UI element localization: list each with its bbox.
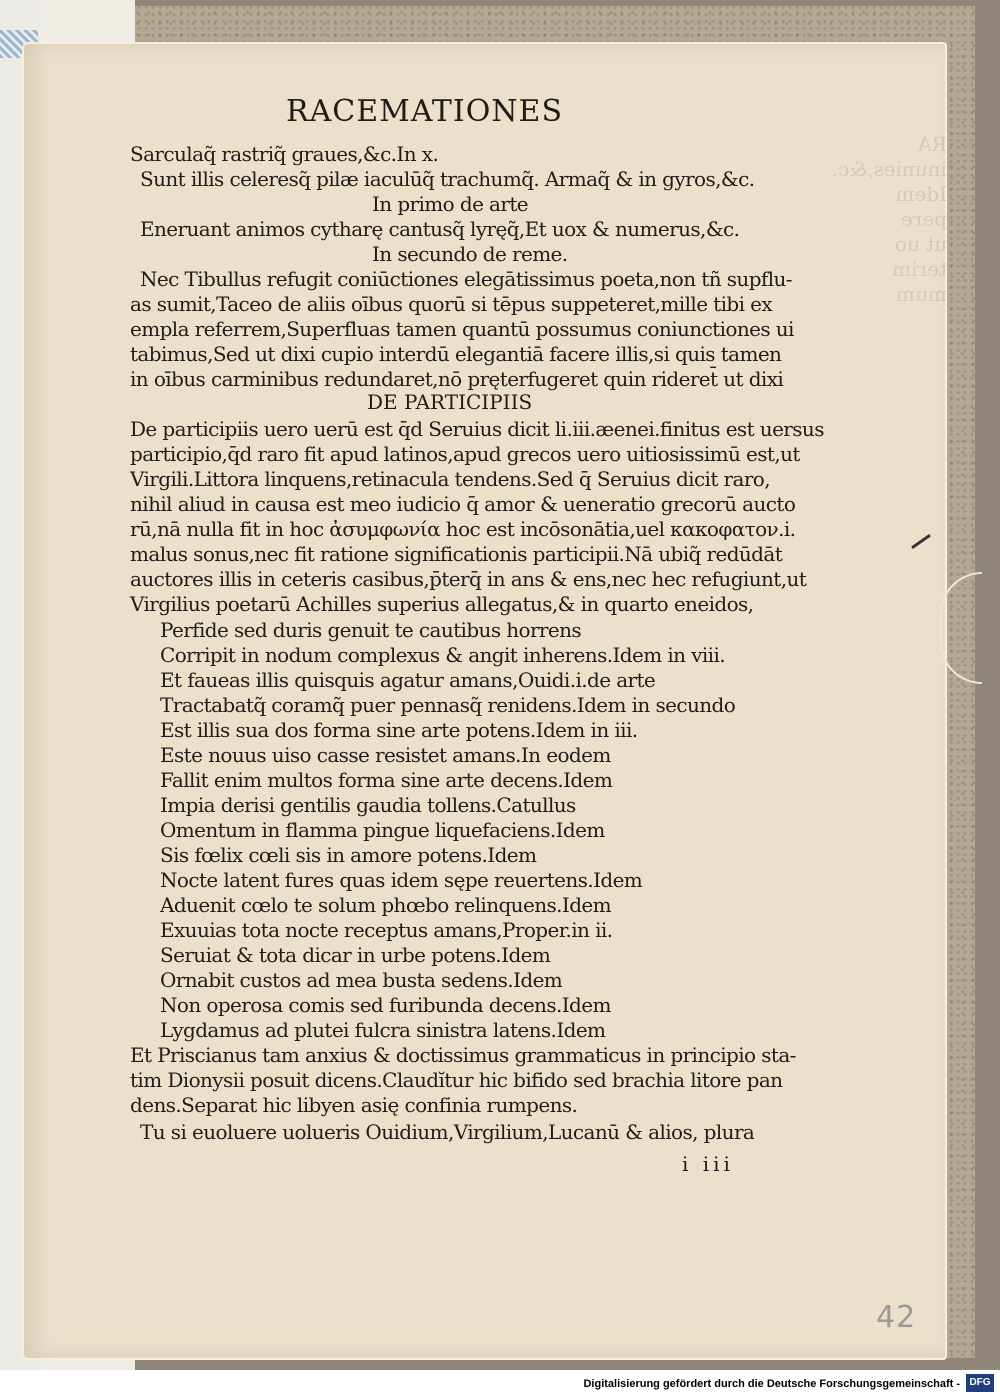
page-title: RACEMATIONES [286,94,564,129]
text-line: Nec Tibullus refugit coniūctiones elegātissimus poeta,non tñ supflu- [140,267,792,291]
verse-line: Et faueas illis quisquis agatur amans,Ouidi.i.de arte [160,668,656,692]
text-line: in oībus carminibus redundaret,nō pręterfugeret quin rideret̄ ut dixi [130,367,784,391]
verse-line: Lygdamus ad plutei fulcra sinistra latens.Idem [160,1018,606,1042]
dfg-logo: DFG [966,1374,994,1392]
folio-number: 42 [876,1300,917,1335]
verse-line: Ornabit custos ad mea busta sedens.Idem [160,968,563,992]
text-line: Sarculaq̃ rastriq̃ graues,&c.In x. [130,142,439,166]
verse-line: Aduenit cœlo te solum phœbo relinquens.Idem [160,893,611,917]
text-line: malus sonus,nec fit ratione significationis participii.Nā ubiq̃ redūdāt [130,542,783,566]
text-line: Tu si euoluere uolueris Ouidium,Virgilium,Lucanū & alios, plura [140,1120,755,1144]
text-line: Eneruant animos cytharę cantusq̃ lyręq̃,Et uox & numerus,&c. [140,217,740,241]
text-line: auctores illis in ceteris casibus,p̄terq̄ in ans & ens,nec hec refugiunt,ut [130,567,807,591]
book-page [22,42,947,1360]
verse-line: Sis fœlix cœli sis in amore potens.Idem [160,843,537,867]
verse-line: Omentum in flamma pingue liquefaciens.Idem [160,818,605,842]
show-through-text: RA inunies,&c. Idem pere ut uo terim mum [831,132,947,306]
verse-line: Fallit enim multos forma sine arte decens.Idem [160,768,613,792]
text-line: dens.Separat hic libyen asię confinia rumpens. [130,1093,578,1117]
text-line: Et Priscianus tam anxius & doctissimus grammaticus in principio sta- [130,1043,796,1067]
text-line: nihil aliud in causa est meo iudicio q̄ amor & ueneratio grecorū aucto [130,492,796,516]
verse-line: Est illis sua dos forma sine arte potens.Idem in iii. [160,718,638,742]
verse-line: Este nouus uiso casse resistet amans.In eodem [160,743,611,767]
text-line: rū,nā nulla fit in hoc ἀσυμφωνία hoc est incōsonātia,uel κακοφατον.i. [130,517,796,541]
text-line: tim Dionysii posuit dicens.Claudĭtur hic bifido sed brachia litore pan [130,1068,783,1092]
footer-credit: Digitalisierung gefördert durch die Deutsche Forschungsgemeinschaft - [583,1378,960,1390]
text-line: tabimus,Sed ut dixi cupio interdū elegantiā facere illis,si quis tamen [130,342,782,366]
verse-line: Nocte latent fures quas idem sępe reuertens.Idem [160,868,643,892]
verse-line: Seruiat & tota dicar in urbe potens.Idem [160,943,551,967]
verse-line: Exuuias tota nocte receptus amans,Proper.in ii. [160,918,613,942]
text-line: Virgilius poetarū Achilles superius allegatus,& in quarto eneidos, [130,592,754,616]
section-heading: DE PARTICIPIIS [367,390,533,414]
verse-line: Tractabatq̃ coramq̃ puer pennasq̃ renidens.Idem in secundo [160,693,736,717]
text-line: Sunt illis celeresq̃ pilæ iaculūq̃ trachumq̃. Armaq̃ & in gyros,&c. [140,167,755,191]
verse-line: Non operosa comis sed furibunda decens.Idem [160,993,611,1017]
verse-line: Perfide sed duris genuit te cautibus horrens [160,618,582,642]
verse-line: Corripit in nodum complexus & angit inherens.Idem in viii. [160,643,726,667]
footer-bar [0,1370,1000,1399]
text-line: Virgili.Littora linquens,retinacula tendens.Sed q̄ Seruius dicit raro, [130,467,770,491]
text-line: In secundo de reme. [372,242,568,266]
text-line: as sumit,Taceo de aliis oībus quorū si tēpus suppeteret,mille tibi ex [130,292,773,316]
verse-line: Impia derisi gentilis gaudia tollens.Catullus [160,793,576,817]
text-line: participio,q̄d raro fit apud latinos,apud grecos uero uitiosissimū est,ut [130,442,800,466]
text-line: In primo de arte [372,192,529,216]
text-line: empla referrem,Superfluas tamen quantū possumus coniunctiones ui [130,317,794,341]
signature-mark: i iii [682,1152,734,1176]
text-line: De participiis uero uerū est q̄d Seruius dicit li.iii.æenei.finitus est uersus [130,417,824,441]
